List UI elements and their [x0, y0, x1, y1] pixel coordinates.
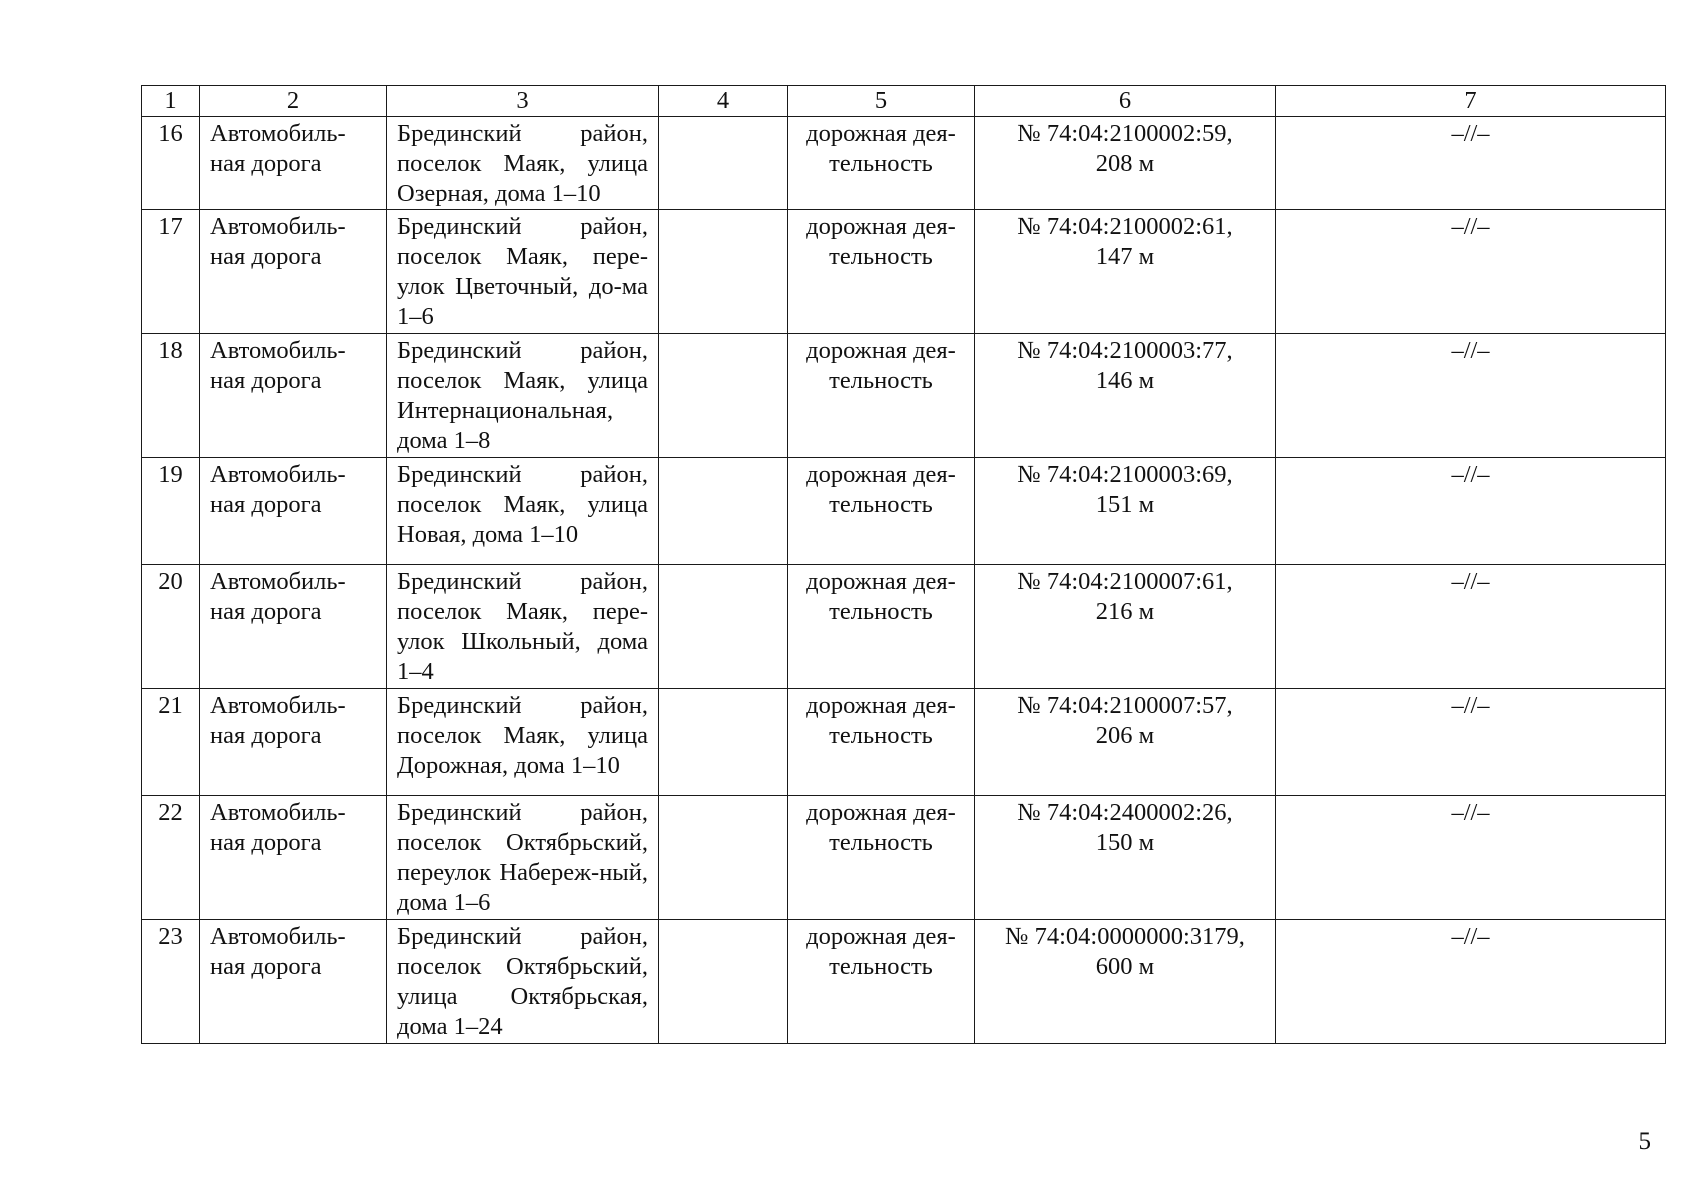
empty-cell	[659, 210, 788, 334]
column-number: 3	[387, 86, 659, 117]
permitted-use: дорожная дея-тельность	[788, 334, 975, 458]
table-row	[142, 920, 1666, 1044]
cadastral-number: № 74:04:2400002:26,	[1017, 799, 1233, 826]
column-number: 2	[200, 86, 387, 117]
ditto-mark: –//–	[1276, 796, 1666, 920]
cadastral-number: № 74:04:2100003:69,	[1017, 461, 1233, 488]
ditto-mark: –//–	[1276, 334, 1666, 458]
object-address: Брединский район, поселок Маяк, пере-улок Цветочный, до-ма 1–6	[387, 210, 659, 334]
object-name: Автомобиль-ная дорога	[200, 565, 387, 689]
column-number: 4	[659, 86, 788, 117]
cadastral-info	[975, 689, 1276, 796]
cadastral-info	[975, 458, 1276, 565]
page-number: 5	[1638, 1128, 1651, 1155]
cadastral-info	[975, 796, 1276, 920]
object-address: Брединский район, поселок Маяк, пере-улок Школьный, дома 1–4	[387, 565, 659, 689]
object-length: 151 м	[1095, 491, 1155, 518]
object-name: Автомобиль-ная дорога	[200, 210, 387, 334]
table-row	[142, 796, 1666, 920]
row-number: 19	[142, 458, 200, 565]
ditto-mark: –//–	[1276, 458, 1666, 565]
ditto-mark: –//–	[1276, 920, 1666, 1044]
empty-cell	[659, 334, 788, 458]
cadastral-info	[975, 210, 1276, 334]
table-row	[142, 565, 1666, 689]
column-number: 6	[975, 86, 1276, 117]
object-name: Автомобиль-ная дорога	[200, 796, 387, 920]
column-number: 1	[142, 86, 200, 117]
table-row	[142, 210, 1666, 334]
cadastral-info	[975, 565, 1276, 689]
object-name: Автомобиль-ная дорога	[200, 689, 387, 796]
cadastral-number: № 74:04:2100003:77,	[1017, 337, 1233, 364]
cadastral-number: № 74:04:2100002:59,	[1017, 120, 1233, 147]
column-number: 5	[788, 86, 975, 117]
permitted-use: дорожная дея-тельность	[788, 689, 975, 796]
column-number: 7	[1276, 86, 1666, 117]
empty-cell	[659, 565, 788, 689]
cadastral-number: № 74:04:2100002:61,	[1017, 213, 1233, 240]
object-length: 206 м	[1095, 722, 1155, 749]
cadastral-number: № 74:04:2100007:61,	[1017, 568, 1233, 595]
object-address: Брединский район, поселок Маяк, улица Интернациональная, дома 1–8	[387, 334, 659, 458]
table-row	[142, 117, 1666, 210]
row-number: 20	[142, 565, 200, 689]
cadastral-info	[975, 117, 1276, 210]
object-name: Автомобиль-ная дорога	[200, 334, 387, 458]
table-row	[142, 458, 1666, 565]
object-length: 216 м	[1095, 598, 1155, 625]
column-number-row	[142, 86, 1666, 117]
registry-table	[141, 85, 1666, 1044]
empty-cell	[659, 920, 788, 1044]
table-row	[142, 334, 1666, 458]
object-address: Брединский район, поселок Октябрьский, улица Октябрьская, дома 1–24	[387, 920, 659, 1044]
cadastral-info	[975, 920, 1276, 1044]
permitted-use: дорожная дея-тельность	[788, 458, 975, 565]
cadastral-number: № 74:04:2100007:57,	[1017, 692, 1233, 719]
cadastral-info	[975, 334, 1276, 458]
permitted-use: дорожная дея-тельность	[788, 796, 975, 920]
ditto-mark: –//–	[1276, 117, 1666, 210]
row-number: 23	[142, 920, 200, 1044]
object-length: 147 м	[1095, 243, 1155, 270]
empty-cell	[659, 117, 788, 210]
object-address: Брединский район, поселок Маяк, улица Дорожная, дома 1–10	[387, 689, 659, 796]
ditto-mark: –//–	[1276, 210, 1666, 334]
object-length: 600 м	[1095, 953, 1155, 980]
object-length: 146 м	[1095, 367, 1155, 394]
table-row	[142, 689, 1666, 796]
cadastral-number: № 74:04:0000000:3179,	[1005, 923, 1245, 950]
object-length: 150 м	[1095, 829, 1155, 856]
ditto-mark: –//–	[1276, 689, 1666, 796]
permitted-use: дорожная дея-тельность	[788, 565, 975, 689]
object-name: Автомобиль-ная дорога	[200, 458, 387, 565]
object-address: Брединский район, поселок Октябрьский, переулок Набереж-ный, дома 1–6	[387, 796, 659, 920]
row-number: 16	[142, 117, 200, 210]
row-number: 22	[142, 796, 200, 920]
permitted-use: дорожная дея-тельность	[788, 920, 975, 1044]
object-name: Автомобиль-ная дорога	[200, 117, 387, 210]
empty-cell	[659, 458, 788, 565]
row-number: 18	[142, 334, 200, 458]
row-number: 21	[142, 689, 200, 796]
object-address: Брединский район, поселок Маяк, улица Озерная, дома 1–10	[387, 117, 659, 210]
object-name: Автомобиль-ная дорога	[200, 920, 387, 1044]
object-address: Брединский район, поселок Маяк, улица Новая, дома 1–10	[387, 458, 659, 565]
row-number: 17	[142, 210, 200, 334]
ditto-mark: –//–	[1276, 565, 1666, 689]
permitted-use: дорожная дея-тельность	[788, 210, 975, 334]
empty-cell	[659, 796, 788, 920]
permitted-use: дорожная дея-тельность	[788, 117, 975, 210]
empty-cell	[659, 689, 788, 796]
object-length: 208 м	[1095, 150, 1155, 177]
